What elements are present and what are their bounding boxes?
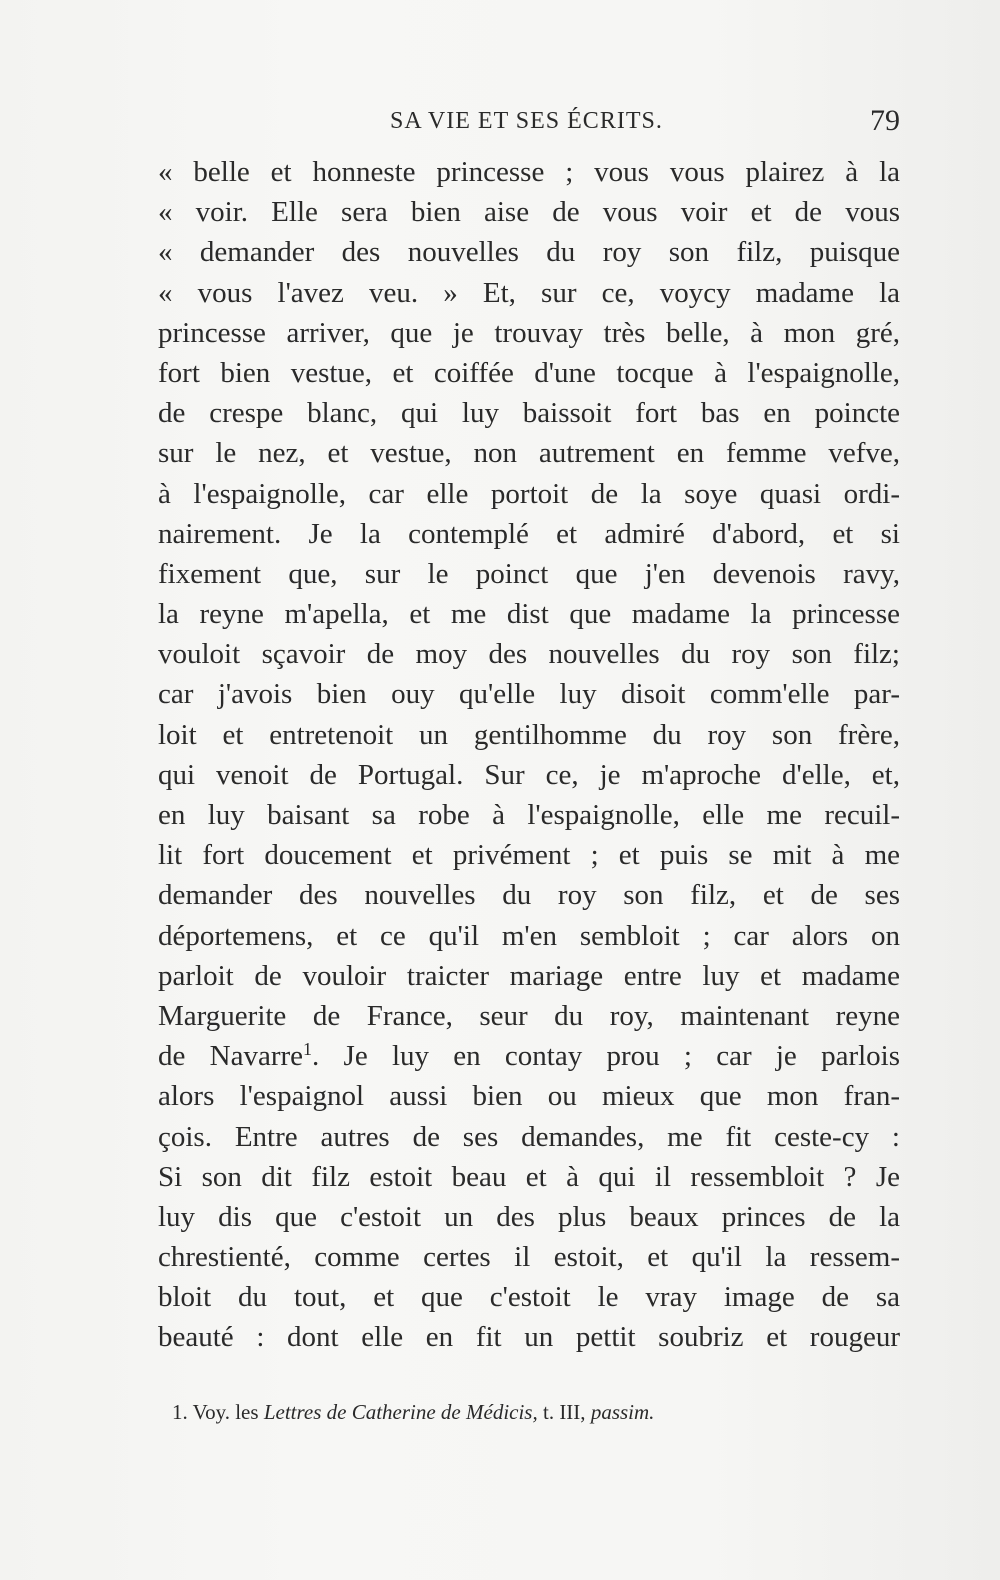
text-line: déportemens, et ce qu'il m'en sembloit ; car alors on	[158, 919, 900, 952]
text-line: qui venoit de Portugal. Sur ce, je m'aproche d'elle, et,	[158, 758, 900, 791]
footnote-title: Lettres de Catherine de Médicis,	[263, 1400, 538, 1424]
page-header	[160, 104, 900, 144]
text-line-with-footnote-ref	[158, 1036, 900, 1076]
text-line: princesse arriver, que je trouvay très belle, à mon gré,	[158, 316, 900, 349]
text-line: « demander des nouvelles du roy son filz, puisque	[158, 236, 900, 269]
text-line: en luy baisant sa robe à l'espaignolle, elle me recuil-	[158, 799, 900, 831]
running-head: SA VIE ET SES ÉCRITS.	[390, 108, 663, 134]
text-line: fixement que, sur le poinct que j'en devenois ravy,	[158, 557, 900, 590]
text-line: chrestienté, comme certes il estoit, et qu'il la ressem-	[158, 1241, 900, 1274]
footnote-reference[interactable]: 1	[303, 1039, 313, 1060]
text-line: parloit de vouloir traicter mariage entre luy et madame	[158, 959, 900, 992]
footnote-number: 1.	[172, 1400, 188, 1424]
text-line: la reyne m'apella, et me dist que madame la princesse	[158, 598, 900, 631]
text-line: beauté : dont elle en fit un pettit soubriz et rougeur	[158, 1321, 900, 1354]
text-line: loit et entretenoit un gentilhomme du roy son frère,	[158, 718, 900, 751]
text-line: nairement. Je la contemplé et admiré d'abord, et si	[158, 517, 900, 550]
text-line: fort bien vestue, et coiffée d'une tocque à l'espaignolle,	[158, 356, 900, 389]
text-line: vouloit sçavoir de moy des nouvelles du roy son filz;	[158, 638, 900, 671]
text-line: luy dis que c'estoit un des plus beaux princes de la	[158, 1200, 900, 1233]
text-line: çois. Entre autres de ses demandes, me fit ceste-cy :	[158, 1120, 900, 1153]
footnote-suffix: passim.	[590, 1400, 655, 1424]
text-line: « voir. Elle sera bien aise de vous voir et de vous	[158, 196, 900, 229]
text-line: à l'espaignolle, car elle portoit de la soye quasi ordi-	[158, 477, 900, 510]
text-line: « belle et honneste princesse ; vous vous plairez à la	[158, 156, 900, 188]
footnote-prefix: Voy. les	[192, 1400, 259, 1424]
text-line: bloit du tout, et que c'estoit le vray image de sa	[158, 1281, 900, 1314]
text-line: alors l'espaignol aussi bien ou mieux que mon fran-	[158, 1080, 900, 1113]
text-line: sur le nez, et vestue, non autrement en femme vefve,	[158, 437, 900, 470]
text-segment: . Je luy en contay prou ; car je parlois	[312, 1040, 901, 1073]
body-text	[158, 152, 900, 1358]
text-segment: de Navarre	[158, 1040, 304, 1073]
footnote	[172, 1400, 872, 1425]
text-line: Marguerite de France, seur du roy, maintenant reyne	[158, 999, 900, 1032]
text-line: « vous l'avez veu. » Et, sur ce, voycy madame la	[158, 276, 900, 309]
page-number: 79	[870, 104, 900, 137]
footnote-volume: t. III,	[542, 1400, 586, 1424]
text-line: de crespe blanc, qui luy baissoit fort bas en poincte	[158, 397, 900, 430]
text-line: Si son dit filz estoit beau et à qui il ressembloit ? Je	[158, 1160, 900, 1193]
text-line: lit fort doucement et privément ; et puis se mit à me	[158, 839, 900, 872]
text-line: car j'avois bien ouy qu'elle luy disoit comm'elle par-	[158, 678, 900, 711]
text-line: demander des nouvelles du roy son filz, et de ses	[158, 879, 900, 912]
